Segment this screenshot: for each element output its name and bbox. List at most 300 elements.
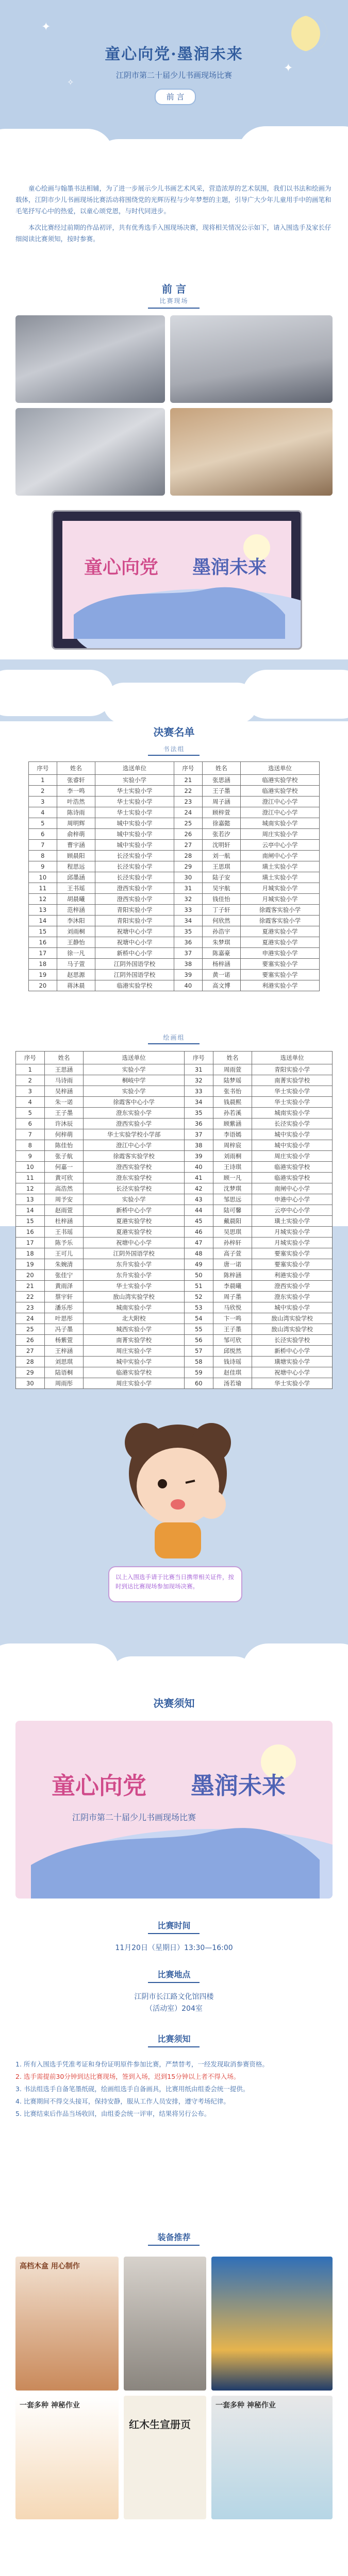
- table-row: [16, 1129, 333, 1140]
- kit-pens: [211, 2396, 333, 2519]
- table-cell: 赵雨萱: [44, 1205, 84, 1216]
- table-cell: 马欣悦: [213, 1302, 252, 1313]
- table-row: [16, 1108, 333, 1118]
- table-cell: 19: [29, 970, 57, 980]
- table-cell: 3: [16, 1086, 45, 1097]
- photo-artwork: [170, 408, 333, 496]
- table-cell: 陈予乐: [44, 1238, 84, 1248]
- cloud-decor: [103, 683, 258, 724]
- table-cell: 杨梓涵: [202, 959, 240, 970]
- table-cell: 27: [174, 840, 202, 851]
- table-cell: 俞梓萌: [57, 829, 95, 840]
- table-cell: 54: [184, 1313, 213, 1324]
- table-cell: 30: [16, 1378, 45, 1389]
- table-cell: 南闸中心小学: [241, 851, 320, 861]
- table-cell: 利港实验小学: [252, 1270, 333, 1281]
- table-cell: 城南实验小学: [241, 818, 320, 829]
- table-cell: 35: [174, 926, 202, 937]
- table-row: [16, 1086, 333, 1097]
- table-cell: 孙浩宇: [202, 926, 240, 937]
- table-cell: 曹宇涵: [57, 840, 95, 851]
- table-cell: 沈明轩: [202, 840, 240, 851]
- cloud-decor: [0, 670, 113, 716]
- table-cell: 璜土实验小学: [241, 861, 320, 872]
- table-cell: 4: [16, 1097, 45, 1108]
- table-cell: 夏港实验小学: [241, 937, 320, 948]
- table-cell: 临港实验学校: [84, 1367, 185, 1378]
- table-cell: 36: [174, 937, 202, 948]
- table-row: [16, 1227, 333, 1238]
- table-cell: 北大附校: [84, 1313, 185, 1324]
- table-cell: 敔山湾实验学校: [252, 1313, 333, 1324]
- table-header-cell: 序号: [174, 762, 202, 775]
- table-cell: 33: [184, 1086, 213, 1097]
- table-cell: 31: [174, 883, 202, 894]
- table-cell: 李沐阳: [57, 916, 95, 926]
- table-cell: 50: [184, 1270, 213, 1281]
- table-cell: 范梓涵: [57, 905, 95, 916]
- table-row: [29, 796, 320, 807]
- section-divider: [148, 2245, 200, 2246]
- section-title: 决赛名单: [153, 726, 195, 738]
- table-cell: 青阳实验小学: [95, 916, 174, 926]
- table-cell: 18: [29, 959, 57, 970]
- table-cell: 吴梓涵: [44, 1086, 84, 1097]
- table-row: [16, 1097, 333, 1108]
- rule-item: 2. 选手需提前30分钟到达比赛现场，签到入场，迟到15分钟以上者不得入场。: [15, 2073, 240, 2080]
- table-cell: 冯子墨: [44, 1324, 84, 1335]
- rule-item: 4. 比赛期间不得交头接耳，保持安静，服从工作人员安排，遵守考场纪律。: [15, 2097, 230, 2105]
- table-cell: 17: [29, 948, 57, 959]
- table-cell: 华士实验小学: [252, 1086, 333, 1097]
- table-cell: 张子航: [44, 1151, 84, 1162]
- table-row: [29, 818, 320, 829]
- girl-icon: [108, 1412, 247, 1561]
- table-cell: 邱墨涵: [57, 872, 95, 883]
- table-cell: 长泾实验学校: [84, 1183, 185, 1194]
- kits-title: 装备推荐: [157, 2232, 191, 2242]
- table-cell: 实验小学: [95, 775, 174, 786]
- place-value: （活动室）204室: [145, 2005, 203, 2013]
- table-cell: 8: [29, 851, 57, 861]
- table-cell: 28: [174, 851, 202, 861]
- table-cell: 要塞实验小学: [241, 959, 320, 970]
- table-cell: 20: [29, 980, 57, 991]
- table-cell: 31: [184, 1064, 213, 1075]
- table-cell: 汤若瑜: [213, 1378, 252, 1389]
- table-cell: 黄一诺: [202, 970, 240, 980]
- table-cell: 叶思彤: [44, 1313, 84, 1324]
- table-cell: 邹可欣: [213, 1335, 252, 1346]
- speech-bubble: 以上入围选手请于比赛当日携带相关证件，按时到达比赛现场参加现场决赛。: [108, 1566, 242, 1602]
- table-cell: 24: [174, 807, 202, 818]
- table-row: [29, 916, 320, 926]
- table-cell: 18: [16, 1248, 45, 1259]
- poster-art: [53, 512, 301, 648]
- table-cell: 高子萱: [213, 1248, 252, 1259]
- rule-item: 1. 所有入围选手凭准考证和身份证明原件参加比赛，严禁替考，一经发现取消参赛资格。: [15, 2060, 269, 2068]
- table-cell: 澄江中心小学: [241, 796, 320, 807]
- table-cell: 5: [29, 818, 57, 829]
- table-cell: 王子墨: [213, 1324, 252, 1335]
- table-cell: 34: [184, 1097, 213, 1108]
- table-row: [16, 1346, 333, 1357]
- table-cell: 刘雨桐: [213, 1151, 252, 1162]
- table-cell: 临港实验学校: [95, 980, 174, 991]
- table-cell: 陆语桐: [44, 1367, 84, 1378]
- table-cell: 杨紫萱: [44, 1335, 84, 1346]
- table-cell: 13: [16, 1194, 45, 1205]
- table-cell: 14: [16, 1205, 45, 1216]
- table-row: [16, 1378, 333, 1389]
- table-cell: 南菁实验学校: [84, 1335, 185, 1346]
- table-cell: 19: [16, 1259, 45, 1270]
- table-cell: 11: [16, 1173, 45, 1183]
- table-row: [29, 970, 320, 980]
- table-cell: 9: [16, 1151, 45, 1162]
- table-cell: 8: [16, 1140, 45, 1151]
- table-cell: 24: [16, 1313, 45, 1324]
- table-cell: 15: [29, 926, 57, 937]
- table-cell: 月城实验小学: [252, 1227, 333, 1238]
- table-cell: 吴宇航: [202, 883, 240, 894]
- section-divider: [148, 1982, 200, 1983]
- table-cell: 48: [184, 1248, 213, 1259]
- table-cell: 临港实验学校: [252, 1162, 333, 1173]
- table-cell: 王书瑶: [44, 1227, 84, 1238]
- table-cell: 长泾实验小学: [95, 861, 174, 872]
- table-cell: 30: [174, 872, 202, 883]
- table-cell: 祝塘中心小学: [84, 1238, 185, 1248]
- table-cell: 马子萱: [57, 959, 95, 970]
- table-cell: 23: [174, 796, 202, 807]
- table-cell: 2: [16, 1075, 45, 1086]
- table-cell: 华士实验小学: [95, 796, 174, 807]
- table-header-cell: 姓名: [202, 762, 240, 775]
- table-cell: 要塞实验小学: [252, 1248, 333, 1259]
- table-cell: 顾晨阳: [57, 851, 95, 861]
- table-header-cell: 选送单位: [95, 762, 174, 775]
- table-cell: 桐岐中学: [84, 1075, 185, 1086]
- table-cell: 徐霞客中心小学: [84, 1097, 185, 1108]
- table-cell: 29: [174, 861, 202, 872]
- table-row: [29, 775, 320, 786]
- table-cell: 华士实验小学: [252, 1097, 333, 1108]
- table-cell: 20: [16, 1270, 45, 1281]
- section-title: 前 言: [162, 283, 186, 295]
- table-cell: 邹思远: [213, 1194, 252, 1205]
- table-cell: 16: [16, 1227, 45, 1238]
- table-cell: 城中实验小学: [252, 1140, 333, 1151]
- table-row: [16, 1292, 333, 1302]
- table-cell: 丁子轩: [202, 905, 240, 916]
- table-cell: 潘乐彤: [44, 1302, 84, 1313]
- kit-album: [124, 2396, 206, 2519]
- table-cell: 华士实验小学: [95, 786, 174, 796]
- table-cell: 华士实验小学: [95, 807, 174, 818]
- intro-paragraph: 本次比赛经过前期的作品初评，共有优秀选手入围现场决赛，现将相关情况公示如下，请入围选手及家长仔细阅读比赛须知，按时参赛。: [15, 224, 332, 243]
- table-cell: 敔山湾实验学校: [252, 1324, 333, 1335]
- table-cell: 33: [174, 905, 202, 916]
- table-cell: 9: [29, 861, 57, 872]
- table-cell: 高浩然: [44, 1183, 84, 1194]
- table-cell: 39: [184, 1151, 213, 1162]
- table-cell: 3: [29, 796, 57, 807]
- star-icon: ✧: [67, 77, 74, 87]
- table-cell: 临港实验学校: [241, 775, 320, 786]
- table-cell: 临港实验学校: [252, 1173, 333, 1183]
- table-cell: 王思琪: [202, 861, 240, 872]
- kit-caption: 一套多种 神秘作业: [216, 2401, 276, 2410]
- table-row: [16, 1075, 333, 1086]
- table-cell: 赵思源: [57, 970, 95, 980]
- table-row: [16, 1194, 333, 1205]
- table-cell: 徐霞客实验小学: [241, 905, 320, 916]
- art-table: [15, 1051, 333, 1389]
- table-cell: 陈嘉豪: [202, 948, 240, 959]
- rules-title: 比赛须知: [157, 2034, 191, 2044]
- table-cell: 长泾实验小学: [252, 1118, 333, 1129]
- table-cell: 47: [184, 1238, 213, 1248]
- kit-drawing-paper: [124, 2257, 206, 2391]
- table-cell: 澄东实验小学: [252, 1292, 333, 1302]
- table-cell: 钱晨熙: [213, 1097, 252, 1108]
- table-cell: 澄西实验小学: [95, 894, 174, 905]
- table-cell: 6: [16, 1118, 45, 1129]
- table-cell: 澄西实验学校: [84, 1162, 185, 1173]
- table-cell: 陆梦瑶: [213, 1075, 252, 1086]
- table-cell: 46: [184, 1227, 213, 1238]
- section-divider: [148, 2046, 200, 2047]
- table-cell: 25: [16, 1324, 45, 1335]
- table-cell: 1: [16, 1064, 45, 1075]
- table-cell: 城中实验小学: [95, 818, 174, 829]
- table-cell: 37: [174, 948, 202, 959]
- table-row: [29, 905, 320, 916]
- table-cell: 澄东实验学校: [84, 1173, 185, 1183]
- table-cell: 28: [16, 1357, 45, 1367]
- table-row: [16, 1302, 333, 1313]
- table-row: [16, 1173, 333, 1183]
- table-cell: 李一鸣: [57, 786, 95, 796]
- kit-caption: 红木生宣册页: [129, 2418, 191, 2431]
- table-row: [29, 807, 320, 818]
- section-divider: [148, 1043, 200, 1044]
- table-cell: 新桥中心小学: [84, 1205, 185, 1216]
- table-cell: 32: [184, 1075, 213, 1086]
- table-cell: 夏港实验学校: [84, 1216, 185, 1227]
- poster-title-right: 墨润未来: [191, 1772, 286, 1800]
- time-value: 11月20日（星期日）13:30—16:00: [115, 1944, 233, 1952]
- table-cell: 马诗雨: [44, 1075, 84, 1086]
- table-cell: 周庄实验小学: [241, 829, 320, 840]
- table-cell: 华士实验学校小学部: [84, 1129, 185, 1140]
- table-cell: 2: [29, 786, 57, 796]
- table-cell: 李晨曦: [213, 1281, 252, 1292]
- table-cell: 孙若溪: [213, 1108, 252, 1118]
- table-cell: 申港中心小学: [252, 1194, 333, 1205]
- table-row: [16, 1064, 333, 1075]
- table-cell: 城西实验小学: [84, 1324, 185, 1335]
- page-subtitle: 江阴市第二十届少儿书画现场比赛: [115, 71, 232, 80]
- table-header-cell: 选送单位: [252, 1052, 333, 1064]
- table-cell: 38: [184, 1140, 213, 1151]
- table-cell: 邱悦然: [213, 1346, 252, 1357]
- table-cell: 朱一诺: [44, 1097, 84, 1108]
- table-cell: 周子墨: [213, 1292, 252, 1302]
- table-cell: 刘雨桐: [57, 926, 95, 937]
- table-cell: 7: [16, 1129, 45, 1140]
- photo-venue: [15, 315, 165, 403]
- table-header-cell: 姓名: [213, 1052, 252, 1064]
- table-cell: 29: [16, 1367, 45, 1378]
- table-cell: 36: [184, 1118, 213, 1129]
- table-cell: 王静怡: [57, 937, 95, 948]
- table-cell: 南菁实验学校: [252, 1075, 333, 1086]
- table-cell: 蔡宇轩: [44, 1292, 84, 1302]
- table-cell: 程思远: [57, 861, 95, 872]
- section-divider: [148, 1933, 200, 1934]
- table-row: [29, 872, 320, 883]
- table-cell: 21: [174, 775, 202, 786]
- table-cell: 10: [29, 872, 57, 883]
- table-row: [16, 1151, 333, 1162]
- table-row: [16, 1140, 333, 1151]
- table-cell: 1: [29, 775, 57, 786]
- table-cell: 45: [184, 1216, 213, 1227]
- table-cell: 戴晨阳: [213, 1216, 252, 1227]
- table-cell: 敔山湾实验学校: [84, 1292, 185, 1302]
- table-row: [29, 829, 320, 840]
- table-cell: 钱诗瑶: [213, 1357, 252, 1367]
- table-cell: 徐霞客实验小学: [241, 916, 320, 926]
- table-cell: 周雨彤: [44, 1378, 84, 1389]
- poster-art: [15, 1721, 333, 1899]
- table-cell: 朱婉清: [44, 1259, 84, 1270]
- section-subtitle: 书法组: [163, 745, 185, 753]
- table-cell: 胡晨曦: [57, 894, 95, 905]
- table-cell: 临港实验学校: [241, 786, 320, 796]
- cloud-decor: [242, 670, 348, 719]
- table-cell: 祝塘中心小学: [95, 926, 174, 937]
- table-cell: 53: [184, 1302, 213, 1313]
- section-divider: [148, 308, 200, 309]
- table-cell: 沈梦琪: [213, 1183, 252, 1194]
- table-row: [16, 1259, 333, 1270]
- table-cell: 城中实验小学: [84, 1357, 185, 1367]
- table-cell: 王思涵: [44, 1064, 84, 1075]
- table-cell: 35: [184, 1108, 213, 1118]
- table-header-cell: 选送单位: [241, 762, 320, 775]
- table-cell: 实验小学: [84, 1194, 185, 1205]
- table-cell: 王可儿: [44, 1248, 84, 1259]
- table-cell: 澄西实验小学: [252, 1281, 333, 1292]
- table-cell: 7: [29, 840, 57, 851]
- table-row: [29, 926, 320, 937]
- table-row: [16, 1313, 333, 1324]
- table-cell: 34: [174, 916, 202, 926]
- table-cell: 澄西实验小学: [95, 883, 174, 894]
- table-cell: 22: [174, 786, 202, 796]
- table-cell: 39: [174, 970, 202, 980]
- table-cell: 周明辉: [57, 818, 95, 829]
- rules-list: [15, 2058, 333, 2120]
- table-header-cell: 姓名: [44, 1052, 84, 1064]
- table-row: [16, 1357, 333, 1367]
- table-cell: 58: [184, 1357, 213, 1367]
- table-row: [29, 980, 320, 991]
- table-cell: 周子涵: [202, 796, 240, 807]
- section-subtitle: 比赛现场: [159, 297, 189, 304]
- table-cell: 祝塘中心小学: [252, 1367, 333, 1378]
- table-header-cell: 姓名: [57, 762, 95, 775]
- table-cell: 高文博: [202, 980, 240, 991]
- table-cell: 17: [16, 1238, 45, 1248]
- table-header-cell: 序号: [29, 762, 57, 775]
- table-cell: 城中实验小学: [95, 840, 174, 851]
- table-cell: 祝塘中心小学: [95, 937, 174, 948]
- table-cell: 张若汐: [202, 829, 240, 840]
- table-cell: 申港实验小学: [241, 948, 320, 959]
- table-row: [29, 894, 320, 905]
- table-row: [16, 1162, 333, 1173]
- kit-caption: 一套多种 神秘作业: [20, 2401, 80, 2410]
- table-row: [16, 1238, 333, 1248]
- table-cell: 城中实验小学: [252, 1302, 333, 1313]
- table-cell: 夏港实验小学: [241, 926, 320, 937]
- table-cell: 蒋沐晨: [57, 980, 95, 991]
- kit-wooden-box: [15, 2257, 119, 2391]
- section-divider: [148, 755, 200, 756]
- table-cell: 赵佳琪: [213, 1367, 252, 1378]
- table-row: [29, 937, 320, 948]
- table-cell: 44: [184, 1205, 213, 1216]
- rule-item: 3. 书法组选手自备笔墨纸砚，绘画组选手自备画具，比赛用纸由组委会统一提供。: [15, 2085, 250, 2093]
- table-cell: 27: [16, 1346, 45, 1357]
- table-row: [29, 851, 320, 861]
- table-row: [16, 1324, 333, 1335]
- calligraphy-table: [28, 761, 320, 991]
- table-cell: 40: [184, 1162, 213, 1173]
- table-cell: 14: [29, 916, 57, 926]
- table-cell: 要塞实验小学: [241, 970, 320, 980]
- time-title: 比赛时间: [157, 1921, 191, 1930]
- table-row: [16, 1335, 333, 1346]
- table-cell: 顾一凡: [213, 1173, 252, 1183]
- table-cell: 陈诗雨: [57, 807, 95, 818]
- intro-text: [15, 183, 333, 250]
- table-cell: 43: [184, 1194, 213, 1205]
- table-cell: 周梓宸: [213, 1140, 252, 1151]
- table-cell: 陈佳怡: [44, 1140, 84, 1151]
- star-icon: ✦: [284, 62, 293, 75]
- table-cell: 32: [174, 894, 202, 905]
- table-cell: 25: [174, 818, 202, 829]
- table-cell: 徐霞客实验学校: [84, 1151, 185, 1162]
- table-cell: 华士实验小学: [252, 1378, 333, 1389]
- mascot-illustration: [108, 1412, 247, 1561]
- table-cell: 南闸中心小学: [252, 1183, 333, 1194]
- page-title: 童心向党·墨润未来: [105, 45, 243, 63]
- table-row: [16, 1118, 333, 1129]
- table-cell: 刘思琪: [44, 1357, 84, 1367]
- table-cell: 何梓萌: [44, 1129, 84, 1140]
- table-header-cell: 序号: [184, 1052, 213, 1064]
- table-cell: 顾梓萱: [202, 807, 240, 818]
- table-cell: 实验小学: [84, 1086, 185, 1097]
- table-cell: 华士实验小学: [84, 1281, 185, 1292]
- table-cell: 叶浩然: [57, 796, 95, 807]
